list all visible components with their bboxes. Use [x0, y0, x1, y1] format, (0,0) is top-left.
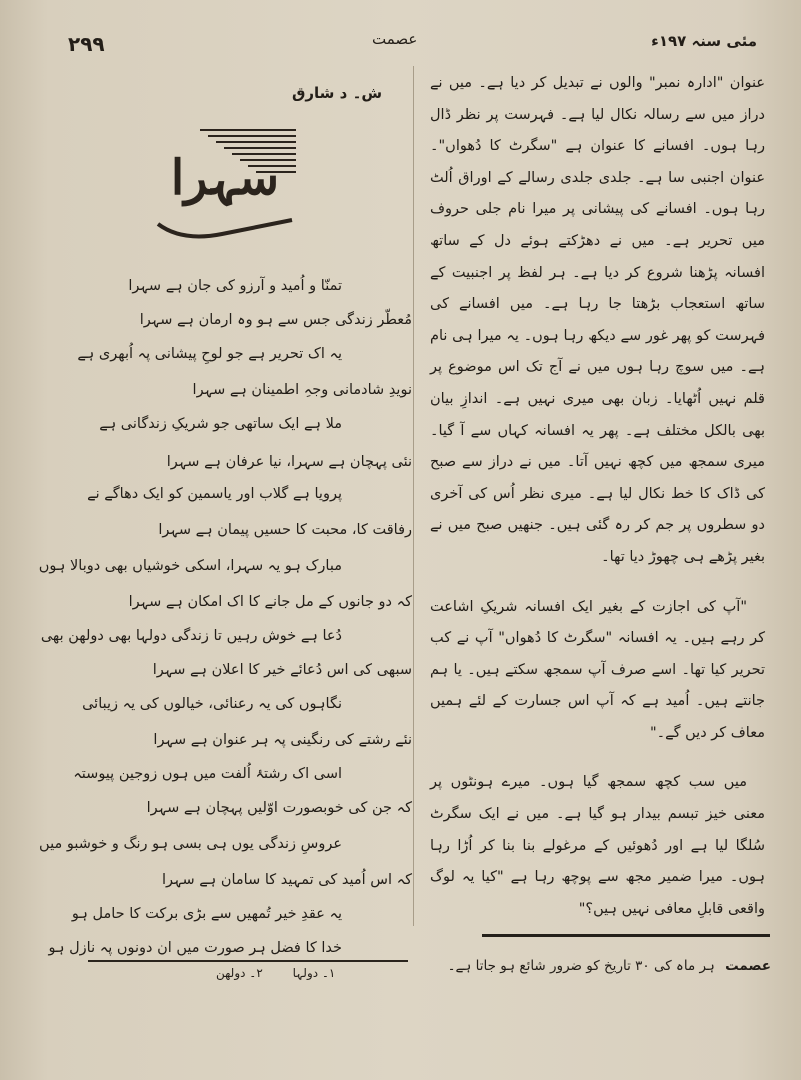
notice-text: ہر ماہ کی ۳۰ تاریخ کو ضرور شائع ہو جاتا ہے۔: [447, 958, 715, 974]
notice-brand: عصمت: [725, 958, 771, 974]
poem-line: خدا کا فضل ہر صورت میں ان دونوں پہ نازل ہو: [48, 940, 342, 956]
notice-rule: [482, 934, 770, 937]
poem-line: عروسِ زندگی یوں ہی بسی ہو رنگ و خوشبو میں: [39, 836, 342, 852]
poem-title: سہرا: [170, 150, 280, 206]
poem-line: نئے رشتے کی رنگینی پہ ہر عنوان ہے سہرا: [153, 732, 412, 748]
poem-line: مبارک ہو یہ سہرا، اسکی خوشیاں بھی دوبالا ہوں: [38, 558, 342, 574]
magazine-name: عصمت: [372, 30, 418, 48]
poem-line: پرویا ہے گلاب اور یاسمین کو ایک دھاگے نے: [87, 486, 342, 502]
poem-line: کہ جن کی خوبصورت اوّلیں پہچان ہے سہرا: [146, 800, 412, 816]
poem-line: اسی اک رشتۂ اُلفت میں ہوں زوجین پیوستہ: [73, 766, 342, 782]
poem-line: دُعا ہے خوش رہیں تا زندگی دولہا بھی دولھن بھی: [40, 628, 342, 644]
poem-line: ملا ہے ایک ساتھی جو شریکِ زندگانی ہے: [99, 416, 342, 432]
article-column: [430, 68, 765, 925]
poem-line: نویدِ شادمانی وجہِ اطمینان ہے سہرا: [192, 382, 412, 398]
page-header: [0, 26, 801, 56]
poem-line: یہ عقدِ خیر تُمھیں سے بڑی برکت کا حامل ہو: [71, 906, 342, 922]
poem-footnotes: [190, 966, 335, 980]
publication-notice: [447, 958, 771, 974]
poem-line: کہ اس اُمید کی تمہید کا سامان ہے سہرا: [161, 872, 412, 888]
poem-line: کہ دو جانوں کے مل جانے کا اک امکان ہے سہرا: [128, 594, 412, 610]
poem-line: تمنّا و اُمید و آرزو کی جان ہے سہرا: [128, 278, 342, 294]
poem-footnote-rule: [88, 960, 408, 962]
poem-author: ش۔ د شارق: [292, 84, 383, 102]
poem-line: نئی پہچان ہے سہرا، نیا عرفان ہے سہرا: [166, 454, 412, 470]
page-number: ۲۹۹: [68, 32, 105, 56]
poem-line: مُعطّر زندگی جس سے ہو وہ ارمان ہے سہرا: [139, 312, 412, 328]
footnote-item: ۱۔ دولہا: [292, 966, 336, 980]
poem-line: نگاہوں کی یہ رعنائی، خیالوں کی یہ زیبائی: [82, 696, 342, 712]
poem-line: سبھی کی اس دُعائے خیر کا اعلان ہے سہرا: [152, 662, 412, 678]
article-quote: "آپ کی اجازت کے بغیر ایک افسانہ شریکِ اشاعت کر رہے ہیں۔ یہ افسانہ "سگرٹ کا دُھواں" آپ نے کب تحریر کیا تھا۔ اسے صرف آپ سمجھ سکتے ہیں۔ یا ہم جانتے ہیں۔ اُمید ہے کہ آپ اس جسارت کے لئے ہمیں معاف کر دیں گے۔": [430, 598, 765, 741]
footnote-item: ۲۔ دولھن: [216, 966, 263, 980]
poem-line: یہ اک تحریر ہے جو لوحِ پیشانی پہ اُبھری ہے: [77, 346, 342, 362]
article-paragraph: میں سب کچھ سمجھ گیا ہوں۔ میرے ہونٹوں پر معنی خیز تبسم بیدار ہو گیا ہے۔ میں نے ایک سگرٹ سُلگا لیا ہے اور دُھوئیں کے مرغولے بنا بنا کر اُڑا رہا ہوں۔ میرا ضمیر مجھ سے پوچھ رہا ہے "کیا یہ لوگ واقعی قابلِ معافی نہیں ہیں؟": [430, 774, 765, 917]
poem-line: رفاقت کا، محبت کا حسیں پیمان ہے سہرا: [158, 522, 412, 538]
issue-date: مئی سنہ ۱۹۷ء: [651, 32, 757, 50]
column-divider: [413, 66, 414, 926]
article-paragraph: عنوان "ادارہ نمبر" والوں نے تبدیل کر دیا ہے۔ میں نے دراز میں سے رسالہ نکال لیا ہے۔ فہرست پر نظر ڈال رہا ہوں۔ افسانے کا عنوان ہے "سگرٹ کا دُھواں"۔ عنوان اجنبی سا ہے۔ جلدی جلدی رسالے کے اوراق اُلٹ رہا ہوں۔ افسانے کی پیشانی پر میرا نام جلی حروف میں تحریر ہے۔ میں نے دھڑکتے ہوئے دل کے ساتھ افسانہ پڑھنا شروع کر دیا ہے۔ ہر لفظ پر اجنبیت کے ساتھ استعجاب بڑھتا جا رہا ہے۔ میں افسانے کی فہرست کو پھر غور سے دیکھ رہا ہوں۔ یہ میرا ہی نام ہے۔ میں سوچ رہا ہوں میں نے آج تک اس موضوع پر قلم نہیں اُٹھایا۔ زبان بھی میری نہیں ہے۔ اندازِ بیان بھی بالکل مختلف ہے۔ پھر یہ افسانہ کہاں سے آ گیا۔ میری سمجھ میں کچھ نہیں آتا۔ میں نے دراز سے صبح کی ڈاک کا خط نکال لیا ہے۔ میری نظر اُس کی آخری دو سطروں پر جم کر رہ گئی ہیں۔ جنھیں صبح میں نے بغیر پڑھے ہی چھوڑ دیا تھا۔: [430, 75, 765, 565]
